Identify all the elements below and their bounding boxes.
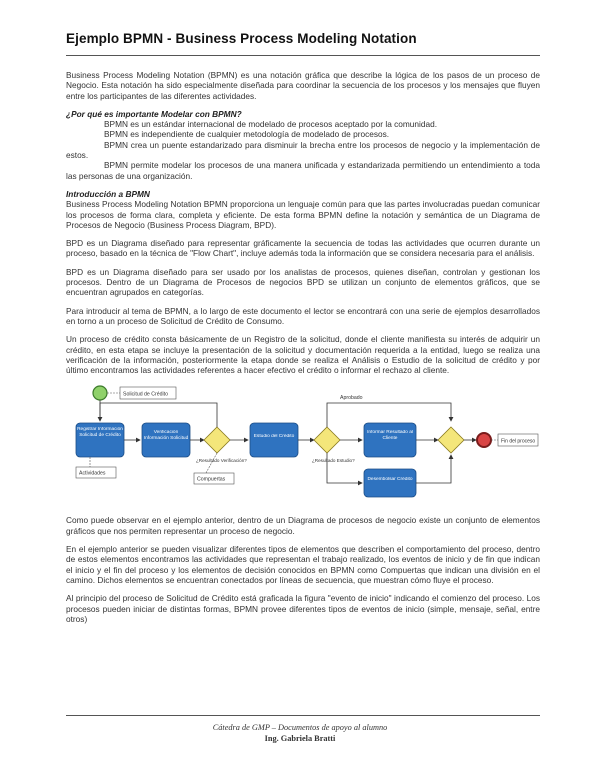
why-heading: ¿Por qué es importante Modelar con BPMN? [66, 108, 242, 119]
flow-7 [416, 455, 451, 483]
annotation-compuertas: Compuertas [197, 476, 226, 483]
start-label: Solicitud de Crédito [123, 391, 168, 398]
annotation-connector [206, 453, 217, 473]
gateway-estudio-label: ¿Resultado Estudio? [312, 458, 355, 464]
footer-author: Ing. Gabriela Bratti [264, 734, 336, 743]
after-diagram-paragraph: Como puede observar en el ejemplo anterior, dentro de un Diagrama de procesos de negocio existe un conjunto de elementos gráficos que nos permiten representar un proceso de negocio. [66, 515, 540, 536]
why-item: BPMN permite modelar los procesos de una manera unificada y estandarizada permitiendo un entendimiento a toda las personas de una organización. [66, 160, 540, 181]
footer-course: Cátedra de GMP – Documentos de apoyo al alumno [212, 723, 388, 732]
why-item: BPMN es independiente de cualquier metodología de modelado de procesos. [104, 129, 390, 140]
why-section [66, 109, 540, 181]
after-diagram-paragraph: En el ejemplo anterior se pueden visualizar diferentes tipos de elementos que describen el comportamiento del proceso, dentro de estos elementos encontramos las actividades que representan el trabajo realizado, los eventos de inicio y de fin que indican el inicio y el fin del proceso y los elementos de decisión conocidos en BPMN como Compuertas que indican una división en el camino. Dichos elementos se encuentran conectados por líneas de secuencia, que muestran cómo fluye el proceso. [66, 544, 540, 585]
intro-paragraph: Business Process Modeling Notation (BPMN) es una notación gráfica que describe la lógica de los pasos de un proceso de Negocio. Esta notación ha sido especialmente diseñada para coordinar la secuencia de los procesos y los mensajes que fluyen entre los participantes de las diferentes actividades. [66, 70, 540, 101]
why-item: BPMN crea un puente estandarizado para disminuir la brecha entre los procesos de negocio y la implementación de estos. [66, 139, 540, 161]
task-desembolsar-label: Desembolsar Crédito [367, 477, 413, 483]
bpmn-diagram [66, 383, 540, 501]
task-informar-label: Informar Resultado al Cliente [367, 430, 413, 442]
gateway-verificacion [204, 427, 230, 453]
header-rule [66, 55, 540, 56]
annotation-actividades: Actividades [79, 470, 106, 477]
introduction-paragraph: Para introducir al tema de BPMN, a lo largo de este documento el lector se encontrará con una serie de ejemplos desarrollados en torno a un proceso de Solicitud de Crédito de Consumo. [66, 305, 540, 326]
start-event [93, 386, 107, 400]
after-diagram-paragraph: Al principio del proceso de Solicitud de Crédito está graficada la figura "evento de inicio" indicando el comienzo del proceso. Los procesos pueden iniciar de distintas formas, BPMN provee diferentes tipos de eventos de inicio (simple, mensaje, señal, entre otros) [66, 593, 540, 624]
why-item: BPMN es un estándar internacional de modelado de procesos aceptado por la comunidad. [104, 119, 438, 130]
footer-rule [66, 715, 540, 716]
branch-aprobado-label: Aprobado [340, 395, 363, 402]
why-list [66, 119, 540, 181]
introduction-paragraph: Un proceso de crédito consta básicamente de un Registro de la solicitud, donde el cliente manifiesta su interés de adquirir un crédito, en esta etapa se incluye la presentación de la solicitud y documentación requerida a la entidad, luego se realiza una verificación de la información, posteriormente la etapa donde se realiza el Análisis o Estudio de la solicitud de crédito y por último encontramos las actividades referentes a hacer efectivo el crédito o informar el rechazo al cliente. [66, 334, 540, 376]
gateway-estudio [314, 427, 340, 453]
page-title: Ejemplo BPMN - Business Process Modeling Notation [66, 31, 417, 46]
introduction-heading: Introducción a BPMN [66, 188, 150, 199]
introduction-paragraph: Business Process Modeling Notation BPMN proporciona un lenguaje común para que las partes involucradas puedan comunicar los procesos de forma clara, completa y eficiente. De esta forma BPMN define la notación y semántica de un Diagrama de Procesos de Negocio (Business Process Diagram, BPD). [66, 199, 540, 230]
end-label: Fin del proceso [501, 438, 536, 445]
gateway-merge [438, 427, 464, 453]
document-body [66, 70, 540, 632]
end-event [477, 433, 491, 447]
introduction-paragraph: BPD es un Diagrama diseñado para representar gráficamente la secuencia de todas las actividades que ocurren durante un proceso, basado en la técnica de "Flow Chart", incluye además toda la información que se considera necesaria para el análisis. [66, 238, 540, 259]
task-verificacion-label: Verificación Información Solicitud [143, 430, 189, 442]
introduction-paragraph: BPD es un Diagrama diseñado para ser usado por los analistas de procesos, quienes diseñan, controlan y gestionan los procesos. Dentro de un Diagrama de Procesos de negocios BPD se utilizan un conjunto de elementos gráficos, que se encuentran agrupados en categorías. [66, 266, 540, 298]
task-registrar-label: Registrar Información Solicitud de Crédito [77, 427, 123, 439]
gateway-verificacion-label: ¿Resultado Verificación? [196, 458, 247, 464]
task-estudio-label: Estudio del Crédito [253, 434, 295, 440]
